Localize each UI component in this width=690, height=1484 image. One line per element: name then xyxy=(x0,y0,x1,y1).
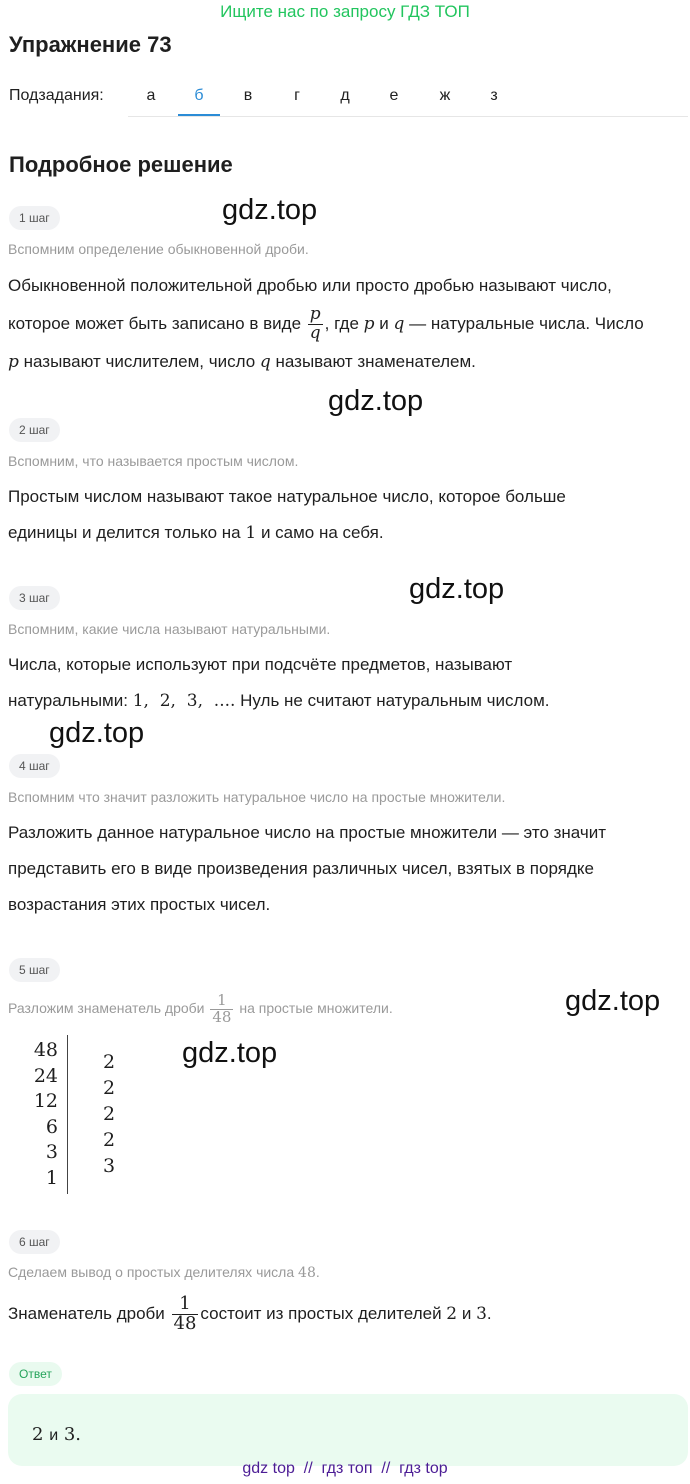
step-badge: 1 шаг xyxy=(9,206,60,230)
answer-conjunction: и xyxy=(49,1427,59,1444)
fraction-numerator: 1 xyxy=(217,991,227,1010)
text-fragment: единицы и делится только на xyxy=(8,523,241,542)
text-line: Разложить данное натуральное число на простые множители — это значит xyxy=(8,823,607,842)
step-badge: 2 шаг xyxy=(9,418,60,442)
dividend: 24 xyxy=(33,1064,58,1087)
fraction-denominator: 48 xyxy=(173,1313,197,1335)
text-fragment: натуральными: xyxy=(8,691,128,710)
text-fragment: и xyxy=(461,1304,472,1323)
text-fragment: и само на себя. xyxy=(260,523,384,542)
watermark: gdz.top xyxy=(409,573,505,605)
dividend: 1 xyxy=(45,1166,58,1189)
top-banner[interactable]: Ищите нас по запросу ГДЗ ТОП xyxy=(220,2,470,21)
variable-q: q xyxy=(393,314,405,334)
step-hint xyxy=(8,1264,320,1281)
factor-divisors xyxy=(103,1049,123,1179)
subtasks-label: Подзадания: xyxy=(9,87,104,104)
tab-g[interactable]: г xyxy=(294,87,300,104)
step-text xyxy=(8,268,683,380)
step-text xyxy=(8,815,683,923)
step-badge: 4 шаг xyxy=(9,754,60,778)
fraction-1-48 xyxy=(172,1295,199,1334)
divisor: 2 xyxy=(103,1077,116,1099)
text-fragment: Нуль не считают натуральным числом. xyxy=(240,691,550,710)
dividend: 3 xyxy=(45,1141,58,1163)
variable-p: p xyxy=(8,352,19,372)
watermark: gdz.top xyxy=(182,1037,278,1069)
step-badge: 3 шаг xyxy=(9,586,60,610)
number-three: 3 xyxy=(476,1304,487,1324)
text-fragment: состоит из простых делителей xyxy=(200,1304,442,1323)
watermark: gdz.top xyxy=(49,717,145,749)
step-hint: Вспомним, что называется простым числом. xyxy=(8,453,299,469)
text-line: Числа, которые используют при подсчёте предметов, называют xyxy=(8,655,513,674)
fraction-numerator: 1 xyxy=(179,1293,191,1315)
step-text xyxy=(8,647,683,719)
footer-links[interactable]: gdz top // гдз топ // гдз top xyxy=(242,1460,448,1477)
divisor: 2 xyxy=(103,1103,116,1125)
text-line xyxy=(8,344,683,380)
step-hint: Вспомним, какие числа называют натуральными. xyxy=(8,621,331,637)
text-line: Обыкновенной положительной дробью или просто дробью называют число, xyxy=(8,276,612,295)
section-title: Подробное решение xyxy=(9,152,233,177)
step-text xyxy=(8,479,683,551)
divisor: 2 xyxy=(103,1051,116,1073)
answer-badge: Ответ xyxy=(9,1362,62,1386)
fraction-denominator: q xyxy=(309,323,321,344)
answer-number: 2 xyxy=(32,1424,44,1445)
step-badge: 5 шаг xyxy=(9,958,60,982)
exercise-title: Упражнение 73 xyxy=(9,32,172,57)
step-text xyxy=(8,1290,683,1338)
dividend: 6 xyxy=(45,1115,58,1138)
text-line xyxy=(8,683,683,719)
number-one: 1 xyxy=(245,523,257,543)
text-fragment: — натуральные числа. Число xyxy=(409,314,644,333)
text-fragment: , где xyxy=(324,314,359,333)
divisor: 3 xyxy=(103,1155,116,1177)
divisor: 2 xyxy=(103,1129,116,1151)
factor-divider-line xyxy=(67,1035,68,1194)
fraction-denominator: 48 xyxy=(212,1007,232,1026)
number-two: 2 xyxy=(446,1304,458,1324)
variable-q: q xyxy=(259,352,271,372)
text-line: возрастания этих простых чисел. xyxy=(8,895,271,914)
factor-dividends xyxy=(28,1038,58,1191)
text-fragment: называют знаменателем. xyxy=(275,352,476,371)
step-hint xyxy=(8,988,393,1028)
step-hint: Вспомним определение обыкновенной дроби. xyxy=(8,241,309,257)
tab-e[interactable]: е xyxy=(389,87,399,104)
text-fragment: . xyxy=(315,1264,320,1280)
variable-p: p xyxy=(363,314,375,334)
tab-z[interactable]: з xyxy=(490,87,498,104)
step-badge: 6 шаг xyxy=(9,1230,60,1254)
fraction-numerator: p xyxy=(309,304,321,325)
fraction-p-q xyxy=(308,306,323,343)
tab-d[interactable]: д xyxy=(340,87,350,104)
subtask-tabs xyxy=(128,74,688,117)
text-fragment: которое может быть записано в виде xyxy=(8,314,302,333)
text-fragment: Разложим знаменатель дроби xyxy=(8,1000,205,1016)
step-hint: Вспомним что значит разложить натуральное число на простые множители. xyxy=(8,789,506,805)
text-fragment: Сделаем вывод о простых делителях числа xyxy=(8,1264,295,1280)
fraction-1-48 xyxy=(210,993,233,1026)
tab-b[interactable]: б xyxy=(178,74,220,116)
natural-sequence: 1, 2, 3, .... xyxy=(132,691,236,711)
text-line xyxy=(8,515,683,551)
tab-zh[interactable]: ж xyxy=(439,87,451,104)
tab-a[interactable]: а xyxy=(146,87,156,104)
text-fragment: называют числителем, число xyxy=(23,352,256,371)
watermark: gdz.top xyxy=(328,385,424,417)
text-fragment: . xyxy=(486,1304,492,1323)
text-fragment: Знаменатель дроби xyxy=(8,1304,165,1323)
answer-value xyxy=(32,1424,81,1445)
text-fragment: и xyxy=(379,314,389,333)
number-48: 48 xyxy=(298,1265,316,1281)
watermark: gdz.top xyxy=(565,985,661,1017)
text-line: представить его в виде произведения различных чисел, взятых в порядке xyxy=(8,859,594,878)
dividend: 48 xyxy=(33,1039,58,1061)
answer-number: 3. xyxy=(63,1424,82,1445)
text-line xyxy=(8,304,683,344)
text-line: Простым числом называют такое натуральное число, которое больше xyxy=(8,487,566,506)
dividend: 12 xyxy=(33,1090,58,1112)
tab-v[interactable]: в xyxy=(243,87,253,104)
text-fragment: на простые множители. xyxy=(239,1000,393,1016)
watermark: gdz.top xyxy=(222,194,318,226)
answer-box xyxy=(8,1394,688,1466)
